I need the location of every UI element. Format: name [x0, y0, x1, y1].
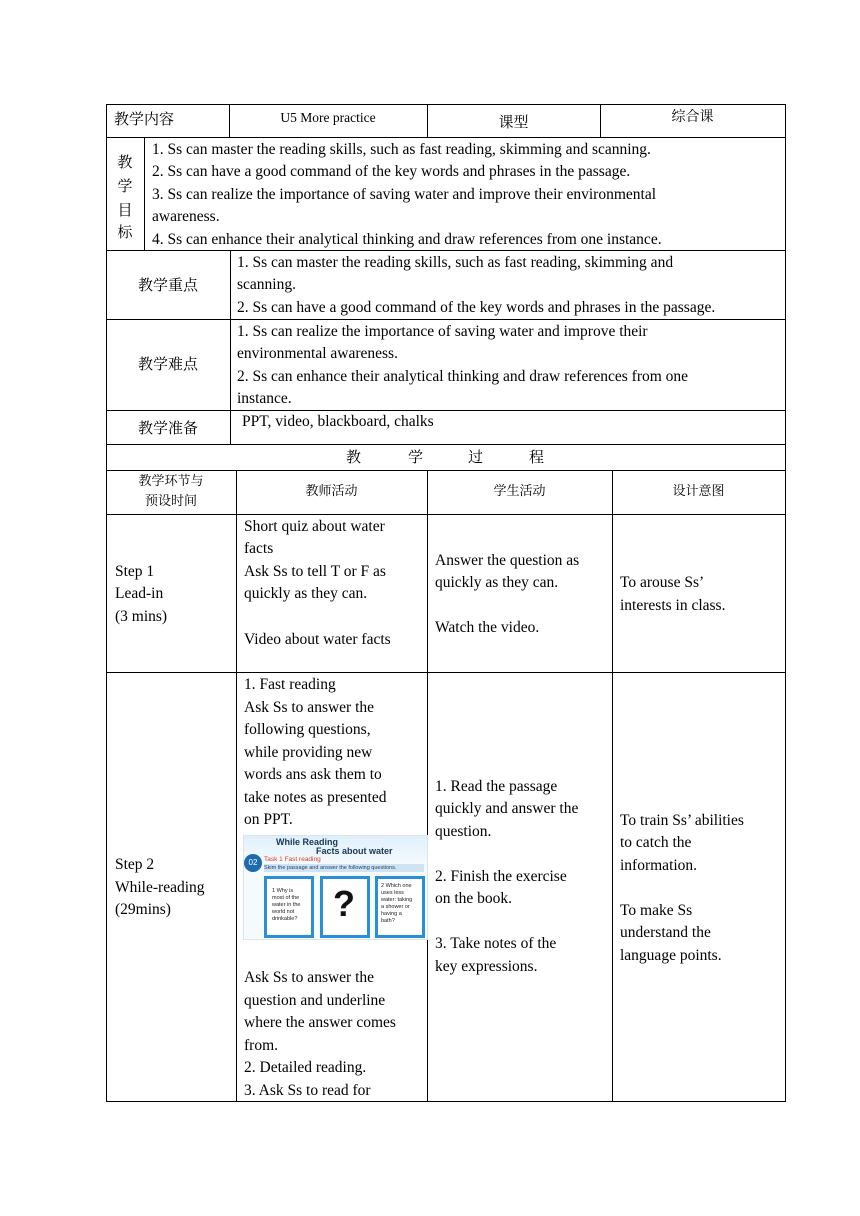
step2-teacher-line: 3. Ask Ss to read for — [244, 1082, 371, 1099]
preparation-label: 教学准备 — [137, 419, 198, 437]
step2-student-line: quickly and answer the — [435, 800, 579, 817]
slide-q2-line: water: taking — [381, 897, 413, 903]
table-rule-v — [612, 470, 613, 1101]
slide-subtitle: Facts about water — [316, 846, 393, 856]
step2-teacher-line: from. — [244, 1037, 279, 1054]
slide-q1-line: 1 Why is — [272, 888, 294, 894]
table-rule-v — [427, 470, 428, 1101]
content-value: U5 More practice — [280, 110, 376, 125]
process-title-char: 程 — [529, 448, 545, 466]
step1-teacher-line: Ask Ss to tell T or F as — [244, 563, 386, 580]
step2-teacher-line: on PPT. — [244, 811, 293, 828]
difficulties-line: 1. Ss can realize the importance of saving water and improve their — [237, 323, 648, 340]
step2-teacher-line: take notes as presented — [244, 789, 387, 806]
preparation-value: PPT, video, blackboard, chalks — [242, 413, 434, 430]
step2-student-line: key expressions. — [435, 958, 538, 975]
slide-question-mark: ? — [333, 883, 355, 924]
step1-teacher-line: quickly as they can. — [244, 585, 368, 602]
step1-stage-line: Step 1 — [115, 563, 155, 580]
slide-q1-line: world not — [272, 909, 295, 915]
step2-purpose-line: language points. — [620, 947, 722, 964]
step2-stage-line: Step 2 — [115, 856, 155, 873]
step1-student-line: Watch the video. — [435, 619, 540, 636]
column-header-purpose: 设计意图 — [672, 484, 725, 499]
objectives-label-char: 目 — [117, 201, 133, 219]
step2-stage-line: (29mins) — [115, 901, 171, 918]
table-rule-v — [236, 470, 237, 1101]
column-header-stage: 教学环节与 — [138, 474, 204, 489]
slide-badge: 02 — [244, 854, 262, 872]
step2-teacher-line: 1. Fast reading — [244, 676, 336, 693]
difficulties-label: 教学难点 — [137, 355, 198, 373]
step2-purpose-line: To make Ss — [620, 902, 693, 919]
slide-q2-line: bath? — [381, 918, 395, 924]
key-points-label: 教学重点 — [137, 276, 198, 294]
objective-line: 3. Ss can realize the importance of saving water and improve their environmental — [152, 186, 656, 203]
step2-student-line: 3. Take notes of the — [435, 935, 557, 952]
step1-teacher-line: Video about water facts — [244, 631, 391, 648]
objective-line: 1. Ss can master the reading skills, such as fast reading, skimming and scanning. — [152, 141, 651, 158]
step1-stage-line: (3 mins) — [115, 608, 168, 625]
table-border-top — [106, 104, 786, 105]
slide-q1-line: most of the — [272, 895, 300, 901]
objective-line: awareness. — [152, 208, 220, 225]
objectives-label-char: 标 — [117, 223, 133, 241]
process-title-char: 过 — [468, 448, 484, 466]
step1-teacher-line: facts — [244, 540, 274, 557]
slide-task: Task 1 Fast reading — [264, 856, 321, 863]
process-title-char: 教 — [346, 448, 362, 466]
step2-teacher-line: following questions, — [244, 721, 371, 738]
type-label: 课型 — [498, 113, 529, 131]
column-header-student: 学生活动 — [493, 484, 546, 499]
key-points-line: 1. Ss can master the reading skills, such as fast reading, skimming and — [237, 254, 674, 271]
table-rule — [106, 410, 786, 411]
step2-student-line: question. — [435, 823, 492, 840]
step2-teacher-line: Ask Ss to answer the — [244, 969, 375, 986]
step2-student-line: on the book. — [435, 890, 513, 907]
step2-student-line: 2. Finish the exercise — [435, 868, 567, 885]
key-points-line: scanning. — [237, 276, 296, 293]
column-header-stage: 预设时间 — [144, 494, 197, 509]
step2-teacher-line: question and underline — [244, 992, 386, 1009]
slide-q2-line: having a — [381, 911, 402, 917]
objectives-label-char: 学 — [117, 177, 133, 195]
table-border-left — [106, 104, 107, 1102]
slide-q1-line: water in the — [272, 902, 301, 908]
difficulties-line: instance. — [237, 390, 292, 407]
table-rule-v — [230, 250, 231, 444]
slide-q2-line: a shower or — [381, 904, 410, 910]
process-title-char: 学 — [408, 448, 424, 466]
step2-purpose-line: understand the — [620, 924, 711, 941]
objective-line: 2. Ss can have a good command of the key words and phrases in the passage. — [152, 163, 631, 180]
step1-purpose-line: To arouse Ss’ — [620, 574, 705, 591]
objective-line: 4. Ss can enhance their analytical thinking and draw references from one instance. — [152, 231, 662, 248]
step2-teacher-line: Ask Ss to answer the — [244, 699, 375, 716]
slide-title: While Reading — [276, 837, 339, 847]
table-rule — [106, 470, 786, 471]
step2-stage-line: While-reading — [115, 879, 205, 896]
step2-teacher-line: while providing new — [244, 744, 373, 761]
table-border-bottom — [106, 1101, 786, 1102]
table-border-right — [785, 104, 786, 1102]
step2-student-line: 1. Read the passage — [435, 778, 558, 795]
content-label: 教学内容 — [114, 110, 175, 128]
table-rule — [106, 672, 786, 673]
step1-student-line: quickly as they can. — [435, 574, 559, 591]
table-rule-v — [144, 137, 145, 250]
slide-thumbnail — [243, 835, 428, 940]
step2-teacher-line: words ans ask them to — [244, 766, 382, 783]
table-rule — [106, 444, 786, 445]
key-points-line: 2. Ss can have a good command of the key words and phrases in the passage. — [237, 299, 716, 316]
step2-teacher-line: where the answer comes — [244, 1014, 396, 1031]
slide-q2-line: 2 Which one — [381, 883, 412, 889]
column-header-teacher: 教师活动 — [305, 484, 358, 499]
step1-teacher-line: Short quiz about water — [244, 518, 385, 535]
step2-purpose-line: to catch the — [620, 834, 692, 851]
step2-purpose-line: information. — [620, 857, 698, 874]
objectives-label-char: 教 — [117, 153, 133, 171]
difficulties-line: 2. Ss can enhance their analytical thinking and draw references from one — [237, 368, 689, 385]
table-rule — [106, 514, 786, 515]
step2-purpose-line: To train Ss’ abilities — [620, 812, 744, 829]
step1-student-line: Answer the question as — [435, 552, 580, 569]
table-rule — [106, 137, 786, 138]
step1-purpose-line: interests in class. — [620, 597, 726, 614]
step2-teacher-line: 2. Detailed reading. — [244, 1059, 367, 1076]
difficulties-line: environmental awareness. — [237, 345, 398, 362]
type-value: 综合课 — [671, 109, 714, 125]
slide-q1-line: drinkable? — [272, 916, 298, 922]
slide-instruction: Skim the passage and answer the following questions. — [264, 864, 424, 872]
slide-q2-line: uses less — [381, 890, 404, 896]
step1-stage-line: Lead-in — [115, 585, 164, 602]
